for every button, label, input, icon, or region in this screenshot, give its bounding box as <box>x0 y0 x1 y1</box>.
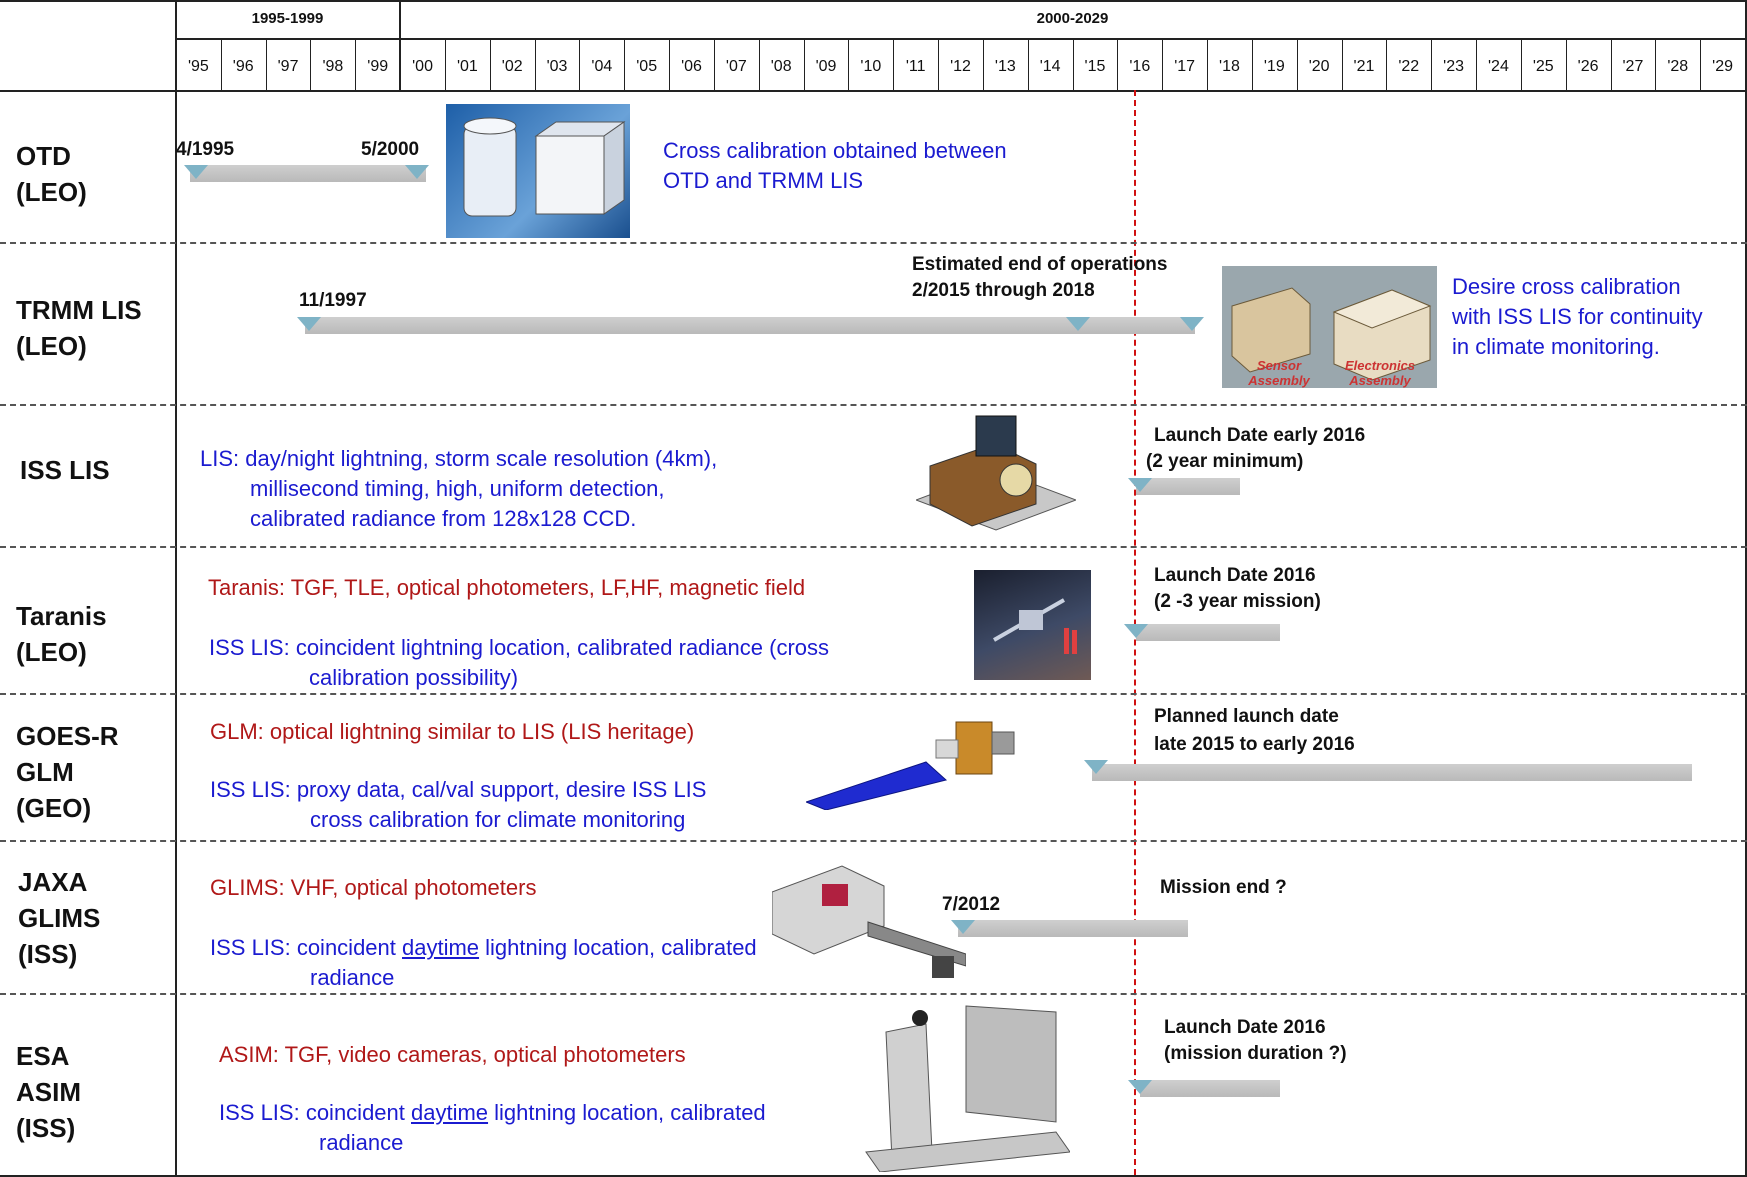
glims-payload-icon <box>772 862 966 980</box>
year-column-divider <box>893 40 894 90</box>
year-column-divider <box>355 40 356 90</box>
year-tick-label: '12 <box>950 58 971 75</box>
row-label-jaxa-glims: JAXA GLIMS (ISS) <box>18 867 101 969</box>
year-tick-label: '28 <box>1667 58 1689 75</box>
year-column-divider <box>400 40 401 90</box>
year-tick-label: '08 <box>770 58 792 75</box>
year-column-divider <box>1162 40 1163 90</box>
year-tick-label: '27 <box>1622 58 1644 75</box>
trmm-start-date: 11/1997 <box>299 290 367 311</box>
frame-top-border <box>0 0 1747 2</box>
year-column-divider <box>266 40 267 90</box>
glims-desc-red: GLIMS: VHF, optical photometers <box>210 875 537 900</box>
goes-satellite-image <box>806 712 1042 810</box>
goes-launch-line-1: Planned launch date <box>1154 706 1339 727</box>
year-tick-label: '11 <box>905 58 926 75</box>
year-tick-label: '25 <box>1532 58 1554 75</box>
year-tick-label: '03 <box>546 58 568 75</box>
label-column-divider <box>175 0 177 1177</box>
glims-start-marker <box>951 920 975 934</box>
year-tick-label: '95 <box>187 58 209 75</box>
taranis-desc-blue-line-2: calibration possibility) <box>309 665 519 690</box>
year-tick-label: '24 <box>1488 58 1509 75</box>
year-tick-label: '99 <box>367 58 389 75</box>
year-column-divider <box>445 40 446 90</box>
year-column-divider <box>579 40 580 90</box>
year-tick-label: '98 <box>322 58 344 75</box>
asim-launch-line-1: Launch Date 2016 <box>1164 1017 1326 1038</box>
isslis-launch-line-2: (2 year minimum) <box>1146 451 1304 472</box>
year-column-divider <box>1655 40 1656 90</box>
asim-payload-icon <box>846 1002 1070 1172</box>
glims-mission-bar <box>958 920 1188 937</box>
trmm-electronics-caption: Electronics Assembly <box>1344 358 1416 388</box>
otd-note-line-2: OTD and TRMM LIS <box>663 168 864 193</box>
year-column-divider <box>983 40 984 90</box>
year-column-divider <box>714 40 715 90</box>
trmm-end-marker-2018 <box>1180 317 1204 331</box>
row-label-esa-asim: ESA ASIM (ISS) <box>16 1041 81 1143</box>
taranis-launch-line-2: (2 -3 year mission) <box>1154 591 1321 612</box>
year-column-divider <box>1386 40 1387 90</box>
year-column-divider <box>1476 40 1477 90</box>
goes-desc-blue-line-2: cross calibration for climate monitoring <box>310 807 686 832</box>
asim-desc-blue-line-2: radiance <box>319 1130 404 1155</box>
goes-mission-bar <box>1092 764 1692 781</box>
year-tick-label: '01 <box>456 58 478 75</box>
asim-desc-red: ASIM: TGF, video cameras, optical photometers <box>219 1042 686 1067</box>
period-label-1995-1999: 1995-1999 <box>251 10 324 27</box>
year-column-divider <box>1252 40 1253 90</box>
row-separator <box>0 993 1747 995</box>
row-label-otd: OTD (LEO) <box>16 141 87 207</box>
otd-instrument-image <box>446 104 630 238</box>
year-tick-label: '16 <box>1129 58 1151 75</box>
year-column-divider <box>1700 40 1701 90</box>
trmm-note-line-2: with ISS LIS for continuity <box>1452 304 1703 329</box>
year-column-divider <box>310 40 311 90</box>
glims-start-date: 7/2012 <box>942 894 1001 915</box>
taranis-desc-blue-line-1: ISS LIS: coincident lightning location, calibrated radiance (cross <box>209 635 830 660</box>
trmm-note-line-1: Desire cross calibration <box>1452 274 1681 299</box>
goes-desc-blue-line-1: ISS LIS: proxy data, cal/val support, desire ISS LIS <box>210 777 707 802</box>
year-tick-label: '00 <box>412 58 433 75</box>
asim-desc-blue-line-1: ISS LIS: coincident daytime lightning location, calibrated <box>219 1100 766 1125</box>
goes-launch-line-2: late 2015 to early 2016 <box>1154 734 1355 755</box>
year-tick-label: '14 <box>1039 58 1061 75</box>
year-column-divider <box>624 40 625 90</box>
year-tick-label: '29 <box>1712 58 1733 75</box>
year-column-divider <box>804 40 805 90</box>
year-tick-label: '96 <box>232 58 254 75</box>
row-label-taranis: Taranis (LEO) <box>16 601 107 667</box>
year-column-divider <box>535 40 536 90</box>
row-separator <box>0 404 1747 406</box>
year-column-divider <box>221 40 222 90</box>
trmm-start-marker <box>297 317 321 331</box>
year-column-divider <box>490 40 491 90</box>
year-column-divider <box>848 40 849 90</box>
trmm-sensor-caption: Sensor Assembly <box>1248 358 1310 388</box>
period-label-2000-2029: 2000-2029 <box>1036 10 1109 27</box>
asim-launch-marker <box>1128 1080 1152 1094</box>
isslis-instrument-image <box>916 408 1076 544</box>
row-label-trmm-lis: TRMM LIS (LEO) <box>16 295 142 361</box>
taranis-satellite-icon <box>974 570 1091 680</box>
isslis-launch-line-1: Launch Date early 2016 <box>1154 425 1366 446</box>
isslis-desc-line-1: LIS: day/night lightning, storm scale resolution (4km), <box>200 446 718 471</box>
year-column-divider <box>1207 40 1208 90</box>
taranis-launch-line-1: Launch Date 2016 <box>1154 565 1316 586</box>
year-tick-label: '97 <box>277 58 299 75</box>
goes-launch-marker <box>1084 760 1108 774</box>
glims-payload-image <box>772 862 966 980</box>
year-tick-label: '22 <box>1398 58 1420 75</box>
row-separator <box>0 546 1747 548</box>
year-column-divider <box>1431 40 1432 90</box>
goes-desc-red: GLM: optical lightning similar to LIS (LIS heritage) <box>210 719 695 744</box>
year-column-divider <box>1566 40 1567 90</box>
year-column-divider <box>1342 40 1343 90</box>
year-tick-label: '15 <box>1084 58 1106 75</box>
isslis-desc-line-3: calibrated radiance from 128x128 CCD. <box>250 506 637 531</box>
year-column-divider <box>669 40 670 90</box>
glims-mission-end: Mission end ? <box>1160 877 1287 898</box>
taranis-mission-bar <box>1136 624 1280 641</box>
year-column-divider <box>1117 40 1118 90</box>
asim-mission-bar <box>1140 1080 1280 1097</box>
isslis-desc-line-2: millisecond timing, high, uniform detection, <box>250 476 665 501</box>
otd-end-date: 5/2000 <box>361 139 420 160</box>
year-column-divider <box>1028 40 1029 90</box>
row-separator <box>0 242 1747 244</box>
row-label-iss-lis: ISS LIS <box>20 455 110 485</box>
header-bottom-border <box>0 90 1747 92</box>
year-tick-label: '17 <box>1174 58 1196 75</box>
row-separator <box>0 840 1747 842</box>
year-column-divider <box>1297 40 1298 90</box>
taranis-satellite-image <box>974 570 1091 680</box>
otd-end-marker <box>405 165 429 179</box>
otd-mission-bar <box>190 165 426 182</box>
taranis-launch-marker <box>1124 624 1148 638</box>
year-tick-label: '19 <box>1263 58 1285 75</box>
year-tick-label: '06 <box>681 58 702 75</box>
isslis-instrument-icon <box>916 408 1076 544</box>
year-tick-label: '18 <box>1219 58 1240 75</box>
year-tick-label: '13 <box>994 58 1016 75</box>
year-tick-label: '05 <box>636 58 658 75</box>
trmm-note-line-3: in climate monitoring. <box>1452 334 1660 359</box>
year-tick-label: '10 <box>860 58 882 75</box>
row-separator <box>0 693 1747 695</box>
year-tick-label: '20 <box>1308 58 1330 75</box>
trmm-end-marker-2015 <box>1066 317 1090 331</box>
goes-satellite-icon <box>806 712 1042 810</box>
year-tick-label: '07 <box>725 58 747 75</box>
year-column-divider <box>938 40 939 90</box>
isslis-launch-marker <box>1128 478 1152 492</box>
year-tick-label: '26 <box>1577 58 1599 75</box>
row-label-goes-r-glm: GOES-R GLM (GEO) <box>16 721 119 823</box>
year-tick-label: '04 <box>591 58 613 75</box>
trmm-end-estimate-line-2: 2/2015 through 2018 <box>912 280 1095 301</box>
year-tick-label: '02 <box>501 58 523 75</box>
year-tick-label: '09 <box>815 58 837 75</box>
trmm-end-estimate-line-1: Estimated end of operations <box>912 254 1168 275</box>
otd-start-date: 4/1995 <box>176 139 235 160</box>
year-column-divider <box>759 40 760 90</box>
otd-instrument-icon <box>446 104 630 238</box>
glims-desc-blue-line-1: ISS LIS: coincident daytime lightning location, calibrated <box>210 935 757 960</box>
asim-payload-image <box>846 1002 1070 1172</box>
glims-desc-blue-line-2: radiance <box>310 965 395 990</box>
taranis-desc-red: Taranis: TGF, TLE, optical photometers, LF,HF, magnetic field <box>208 575 806 600</box>
asim-launch-line-2: (mission duration ?) <box>1164 1043 1347 1064</box>
year-tick-label: '21 <box>1353 58 1375 75</box>
year-column-divider <box>1611 40 1612 90</box>
year-tick-label: '23 <box>1443 58 1465 75</box>
otd-note-line-1: Cross calibration obtained between <box>663 138 1007 163</box>
year-column-divider <box>1521 40 1522 90</box>
year-column-divider <box>1073 40 1074 90</box>
otd-start-marker <box>184 165 208 179</box>
trmm-mission-bar <box>305 317 1195 334</box>
header-period-divider <box>175 38 1747 40</box>
